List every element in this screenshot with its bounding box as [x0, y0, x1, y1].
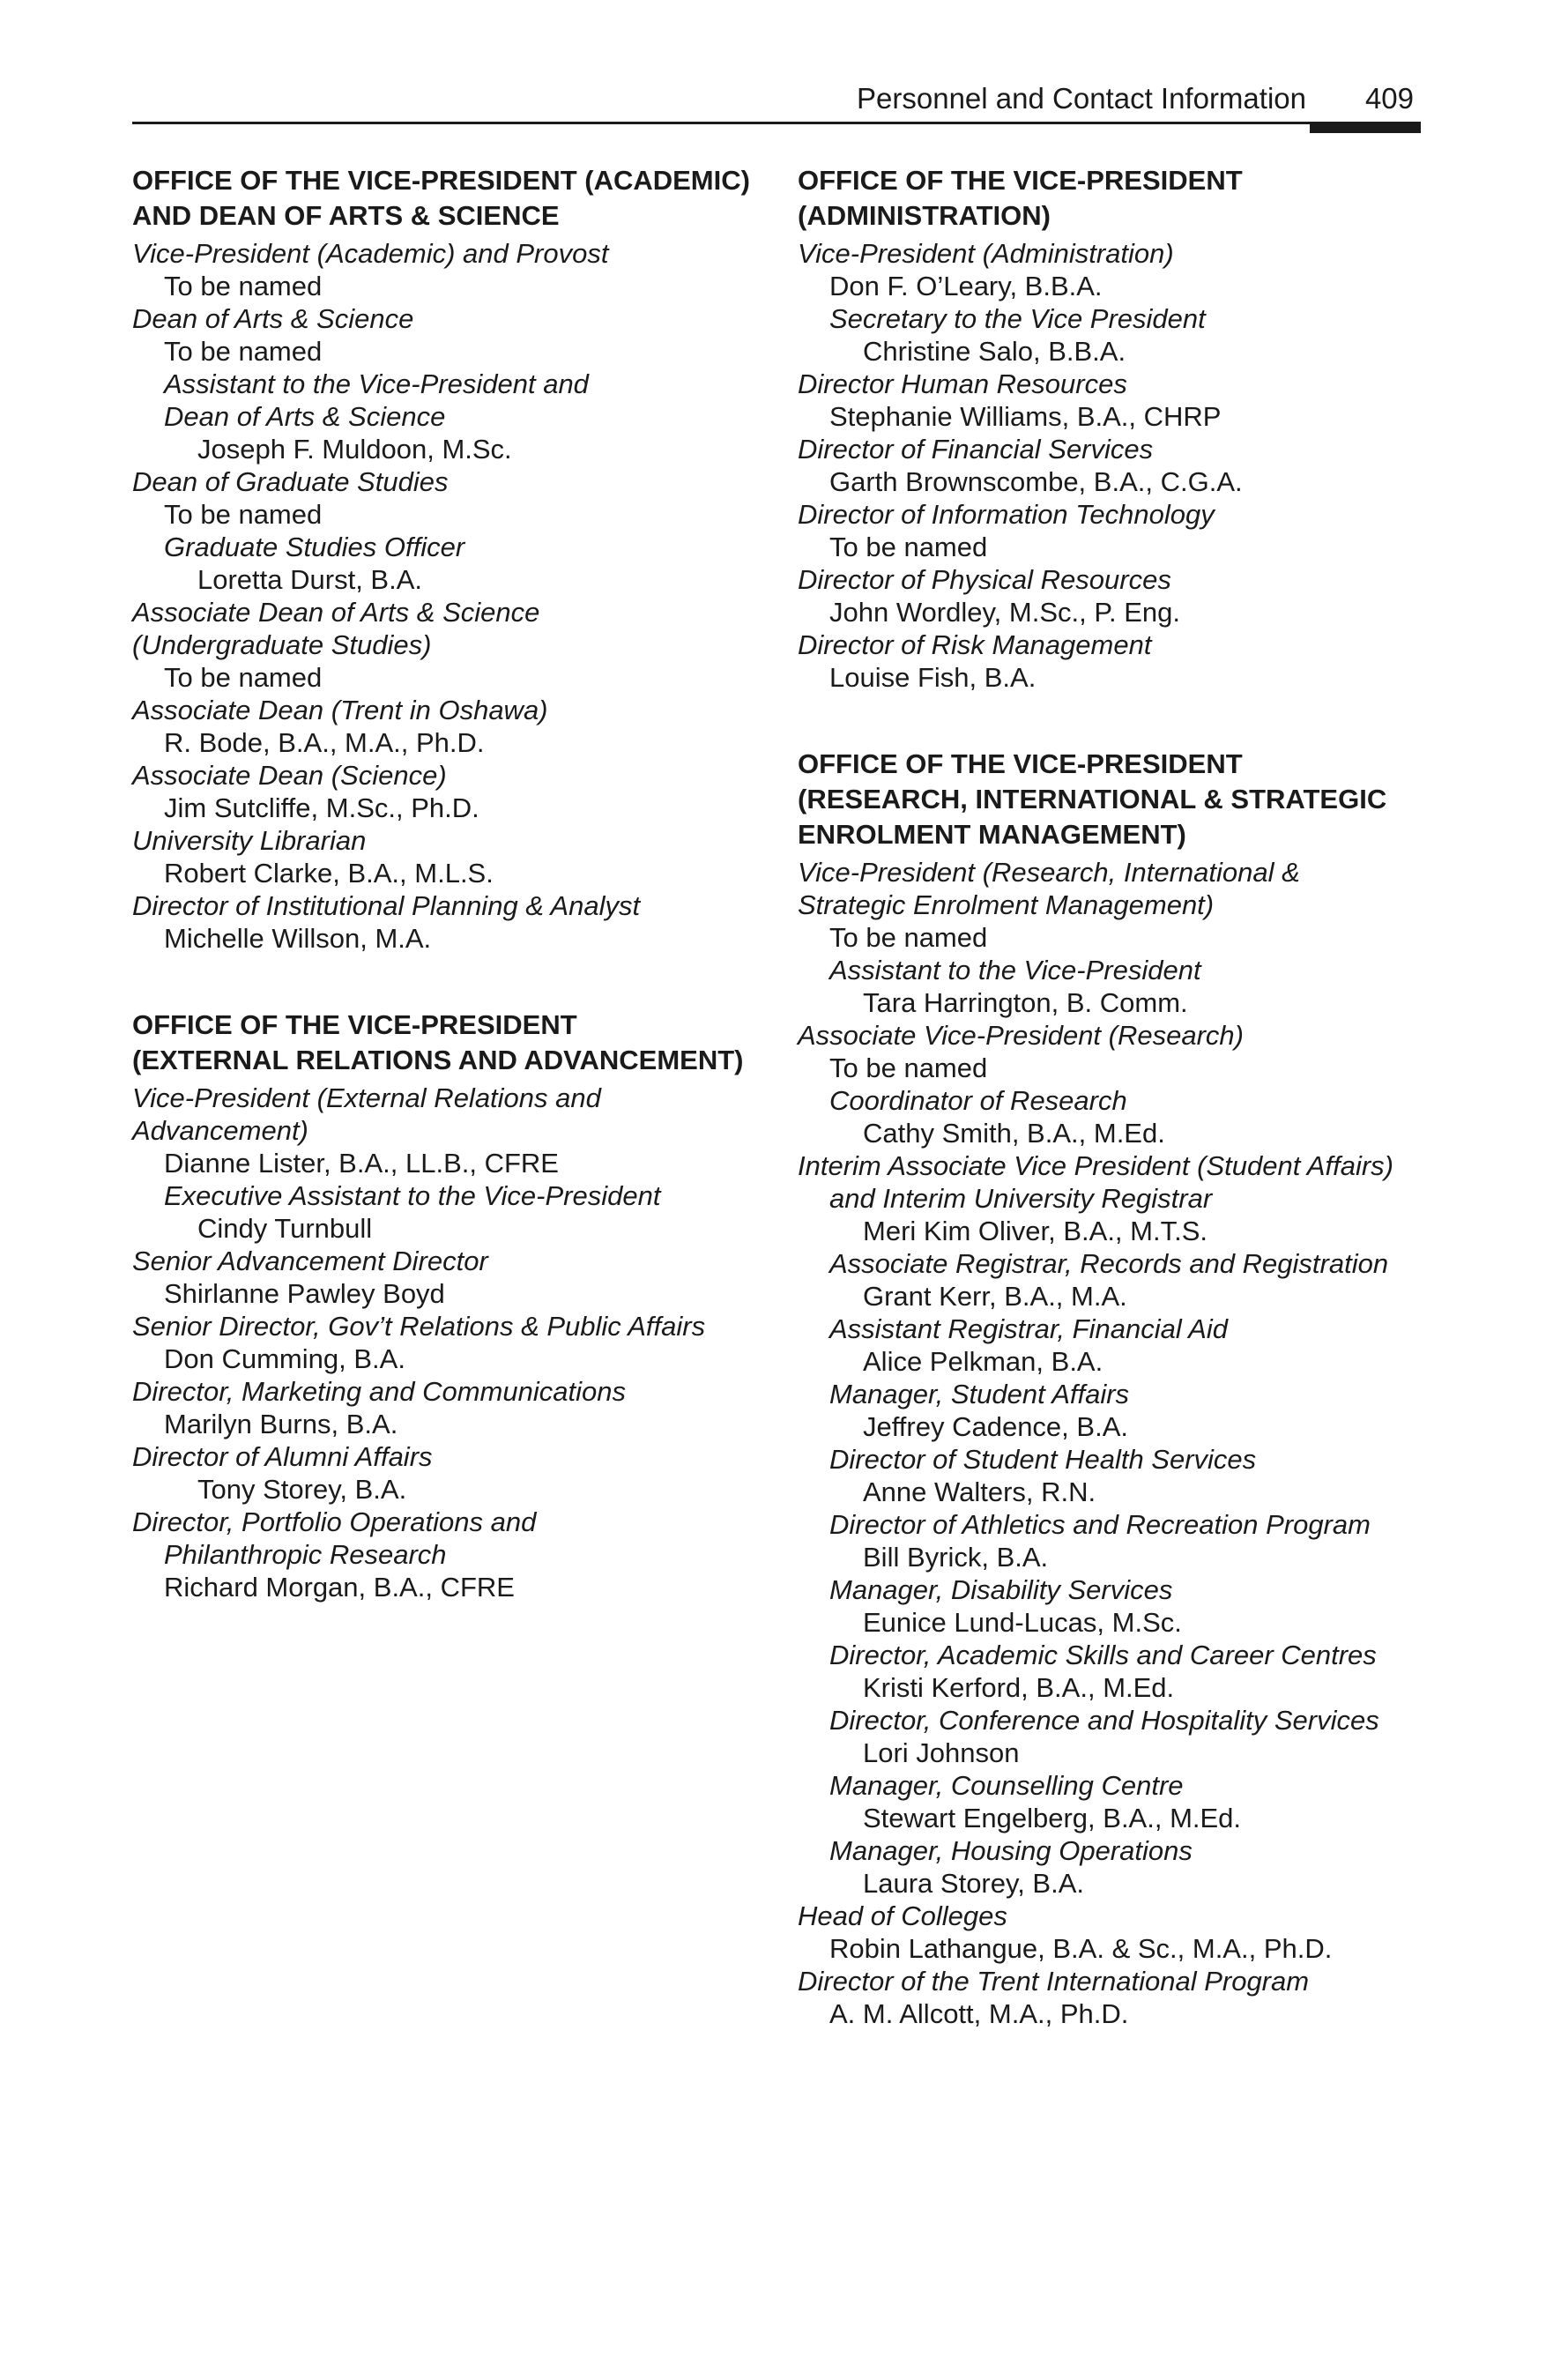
person-name: Louise Fish, B.A.: [829, 662, 1037, 693]
person-name: Stewart Engelberg, B.A., M.Ed.: [863, 1803, 1242, 1833]
person-name: To be named: [829, 1052, 988, 1083]
person-name: John Wordley, M.Sc., P. Eng.: [829, 597, 1181, 628]
role-title: Associate Registrar, Records and Registration: [829, 1248, 1389, 1279]
role-title: Assistant to the Vice-President and: [164, 368, 589, 399]
section-title-line: (EXTERNAL RELATIONS AND ADVANCEMENT): [132, 1045, 744, 1075]
person-name: Jeffrey Cadence, B.A.: [863, 1411, 1128, 1442]
role-title: Vice-President (Administration): [798, 238, 1174, 269]
role-title: Advancement): [132, 1115, 308, 1146]
section-title: [132, 163, 767, 234]
role-title: Dean of Arts & Science: [132, 303, 414, 334]
section-title-line: OFFICE OF THE VICE-PRESIDENT: [798, 748, 1243, 779]
person-name: Laura Storey, B.A.: [863, 1868, 1084, 1899]
section-title-line: OFFICE OF THE VICE-PRESIDENT (ACADEMIC): [132, 165, 750, 196]
role-title: Dean of Arts & Science: [164, 401, 446, 432]
person-name: Shirlanne Pawley Boyd: [164, 1278, 445, 1309]
role-title: Executive Assistant to the Vice-President: [164, 1180, 661, 1211]
role-title: Director of Athletics and Recreation Program: [829, 1509, 1371, 1540]
office-section: [132, 163, 767, 955]
role-title: Associate Vice-President (Research): [798, 1020, 1244, 1051]
role-title: Graduate Studies Officer: [164, 532, 465, 562]
person-name: Loretta Durst, B.A.: [197, 564, 422, 595]
role-title: Director, Marketing and Communications: [132, 1376, 626, 1407]
person-name: Bill Byrick, B.A.: [863, 1542, 1049, 1573]
person-name: Lori Johnson: [863, 1737, 1020, 1768]
role-title: Secretary to the Vice President: [829, 303, 1206, 334]
person-name: Anne Walters, R.N.: [863, 1476, 1096, 1507]
section-title-line: OFFICE OF THE VICE-PRESIDENT: [132, 1009, 577, 1040]
role-title: Associate Dean (Trent in Oshawa): [132, 695, 548, 725]
right-column: [798, 163, 1432, 2083]
person-name: To be named: [829, 532, 988, 562]
person-name: A. M. Allcott, M.A., Ph.D.: [829, 1998, 1129, 2029]
role-title: Manager, Student Affairs: [829, 1379, 1130, 1409]
role-title: Associate Dean of Arts & Science: [132, 597, 540, 628]
left-column: [132, 163, 767, 1656]
role-title: Vice-President (External Relations and: [132, 1082, 601, 1113]
section-entries: [798, 237, 1432, 694]
role-title: Director, Conference and Hospitality Services: [829, 1705, 1379, 1736]
person-name: R. Bode, B.A., M.A., Ph.D.: [164, 727, 485, 758]
role-title: Philanthropic Research: [164, 1539, 447, 1570]
person-name: Michelle Willson, M.A.: [164, 923, 432, 954]
role-title: Director of Alumni Affairs: [132, 1441, 433, 1472]
person-name: Kristi Kerford, B.A., M.Ed.: [863, 1672, 1175, 1703]
section-title-line: ENROLMENT MANAGEMENT): [798, 819, 1186, 850]
page-number: 409: [1364, 82, 1414, 115]
person-name: Alice Pelkman, B.A.: [863, 1346, 1103, 1377]
person-name: Eunice Lund-Lucas, M.Sc.: [863, 1607, 1182, 1638]
role-title: Manager, Disability Services: [829, 1574, 1173, 1605]
person-name: Tony Storey, B.A.: [197, 1474, 407, 1505]
role-title: Director of Institutional Planning & Analyst: [132, 890, 641, 921]
running-header-title: Personnel and Contact Information: [857, 82, 1306, 115]
person-name: Don Cumming, B.A.: [164, 1343, 405, 1374]
section-title-line: (RESEARCH, INTERNATIONAL & STRATEGIC: [798, 784, 1387, 814]
role-title: Assistant to the Vice-President: [829, 955, 1201, 985]
person-name: Stephanie Williams, B.A., CHRP: [829, 401, 1222, 432]
person-name: To be named: [164, 271, 323, 301]
role-title: Director of Risk Management: [798, 629, 1152, 660]
header-rule: [132, 122, 1421, 124]
role-title: Vice-President (Academic) and Provost: [132, 238, 609, 269]
person-name: Garth Brownscombe, B.A., C.G.A.: [829, 466, 1243, 497]
person-name: Jim Sutcliffe, M.Sc., Ph.D.: [164, 792, 479, 823]
role-title: Interim Associate Vice President (Student Affairs): [798, 1150, 1393, 1181]
section-title: [132, 1008, 767, 1078]
role-title: (Undergraduate Studies): [132, 629, 432, 660]
person-name: Richard Morgan, B.A., CFRE: [164, 1572, 515, 1603]
role-title: Director Human Resources: [798, 368, 1127, 399]
person-name: To be named: [164, 499, 323, 530]
role-title: Director of Financial Services: [798, 434, 1154, 465]
role-title: Manager, Counselling Centre: [829, 1770, 1184, 1801]
person-name: To be named: [164, 336, 323, 367]
role-title: and Interim University Registrar: [829, 1183, 1213, 1214]
section-title-line: (ADMINISTRATION): [798, 200, 1051, 231]
section-entries: [132, 237, 767, 955]
running-header: [132, 81, 1421, 125]
section-title-line: AND DEAN OF ARTS & SCIENCE: [132, 200, 560, 231]
role-title: University Librarian: [132, 825, 367, 856]
office-section: [132, 1008, 767, 1603]
role-title: Director of the Trent International Program: [798, 1966, 1310, 1997]
office-section: [798, 747, 1432, 2030]
person-name: Robert Clarke, B.A., M.L.S.: [164, 858, 494, 889]
role-title: Senior Director, Gov’t Relations & Public Affairs: [132, 1311, 706, 1342]
role-title: Associate Dean (Science): [132, 760, 447, 791]
person-name: Christine Salo, B.B.A.: [863, 336, 1126, 367]
section-title: [798, 747, 1432, 852]
person-name: Grant Kerr, B.A., M.A.: [863, 1281, 1127, 1312]
role-title: Director, Portfolio Operations and: [132, 1506, 537, 1537]
role-title: Vice-President (Research, International &: [798, 857, 1300, 888]
header-bar: [1310, 122, 1421, 133]
person-name: Cathy Smith, B.A., M.Ed.: [863, 1118, 1165, 1149]
person-name: Don F. O’Leary, B.B.A.: [829, 271, 1103, 301]
section-title: [798, 163, 1432, 234]
person-name: Cindy Turnbull: [197, 1213, 373, 1244]
office-section: [798, 163, 1432, 694]
role-title: Director of Student Health Services: [829, 1444, 1257, 1475]
role-title: Dean of Graduate Studies: [132, 466, 449, 497]
section-title-line: OFFICE OF THE VICE-PRESIDENT: [798, 165, 1243, 196]
role-title: Strategic Enrolment Management): [798, 889, 1215, 920]
role-title: Director of Physical Resources: [798, 564, 1171, 595]
role-title: Director, Academic Skills and Career Centres: [829, 1640, 1377, 1670]
person-name: Dianne Lister, B.A., LL.B., CFRE: [164, 1148, 559, 1179]
person-name: To be named: [164, 662, 323, 693]
person-name: To be named: [829, 922, 988, 953]
section-entries: [798, 856, 1432, 2030]
person-name: Marilyn Burns, B.A.: [164, 1409, 398, 1439]
person-name: Meri Kim Oliver, B.A., M.T.S.: [863, 1216, 1207, 1246]
role-title: Head of Colleges: [798, 1900, 1007, 1931]
role-title: Manager, Housing Operations: [829, 1835, 1193, 1866]
section-entries: [132, 1082, 767, 1603]
person-name: Joseph F. Muldoon, M.Sc.: [197, 434, 512, 465]
role-title: Director of Information Technology: [798, 499, 1215, 530]
role-title: Coordinator of Research: [829, 1085, 1127, 1116]
role-title: Assistant Registrar, Financial Aid: [829, 1313, 1228, 1344]
person-name: Robin Lathangue, B.A. & Sc., M.A., Ph.D.: [829, 1933, 1333, 1964]
role-title: Senior Advancement Director: [132, 1246, 488, 1276]
person-name: Tara Harrington, B. Comm.: [863, 987, 1188, 1018]
